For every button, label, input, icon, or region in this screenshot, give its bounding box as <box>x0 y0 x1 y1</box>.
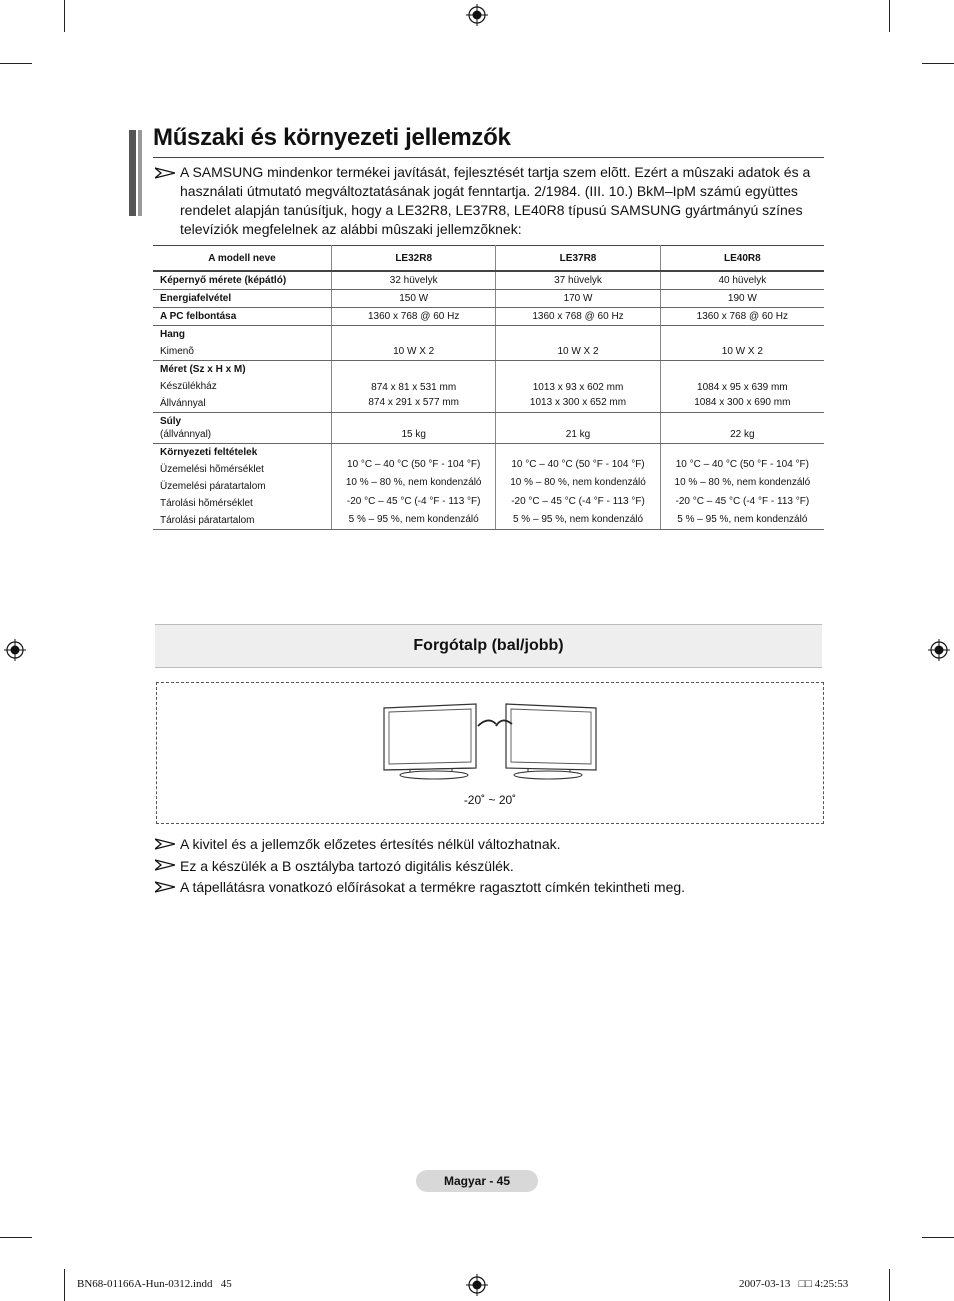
column-header: LE32R8 <box>332 246 496 272</box>
row-label: Képernyő mérete (képátló) <box>153 271 332 290</box>
table-row <box>153 271 824 290</box>
operating-humidity: 10 % – 80 %, nem kondenzáló <box>674 477 811 488</box>
row-label-sub: Üzemelési páratartalom <box>160 481 266 492</box>
page-title: Műszaki és környezeti jellemzők <box>153 124 511 151</box>
table-cell <box>496 444 660 530</box>
crop-mark <box>889 1269 890 1301</box>
table-cell <box>332 361 496 413</box>
note-arrow-icon <box>155 859 175 871</box>
table-row <box>153 361 824 413</box>
column-header: LE40R8 <box>724 252 761 264</box>
body-dimension: 1013 x 93 x 602 mm <box>532 381 624 393</box>
table-cell <box>496 361 660 413</box>
stand-dimension: 1013 x 300 x 652 mm <box>529 396 627 408</box>
table-cell: 1360 x 768 @ 60 Hz <box>332 308 496 326</box>
body-dimension: 1084 x 95 x 639 mm <box>697 381 788 393</box>
row-label-sub: Üzemelési hõmérséklet <box>160 464 264 475</box>
page-number: Magyar - 45 <box>416 1170 538 1192</box>
row-label: A PC felbontása <box>153 308 332 326</box>
table-cell: 32 hüvelyk <box>332 271 496 290</box>
row-label-sub: Tárolási hõmérséklet <box>160 498 253 509</box>
row-label-sub: Tárolási páratartalom <box>160 515 255 526</box>
table-cell: 1360 x 768 @ 60 Hz <box>660 308 824 326</box>
crop-mark <box>0 63 32 64</box>
table-cell: 22 kg <box>660 413 824 444</box>
table-row <box>153 444 824 530</box>
section-title: Forgótalp (bal/jobb) <box>413 637 564 654</box>
registration-mark-icon <box>466 1274 488 1296</box>
intro-paragraph: A SAMSUNG mindenkor termékei javítását, fejlesztését tartja szem elõtt. Ezért a mûszaki adatok és a használati útmutató megváltoztatásának jogát fenntartja. 2/1984. (III. 10.) BkM–IpM számú együttes rendelet alapján tanúsítjuk, hogy a LE32R8, LE37R8, LE40R8 típusú SAMSUNG gyártmányú színes televíziók megfelelnek az alábbi mûszaki jellemzõknek: <box>180 164 811 237</box>
table-cell <box>332 444 496 530</box>
notes-list <box>180 834 685 899</box>
note-arrow-icon <box>155 838 175 850</box>
table-cell: 150 W <box>332 290 496 308</box>
table-cell: 40 hüvelyk <box>660 271 824 290</box>
crop-mark <box>64 1269 65 1301</box>
row-label-sub: Kimenõ <box>160 346 194 357</box>
storage-humidity: 5 % – 95 %, nem kondenzáló <box>677 514 808 525</box>
print-footer-file: BN68-01166A-Hun-0312.indd 45 <box>77 1278 232 1290</box>
row-label-title: Hang <box>160 329 185 340</box>
note-item: A tápellátásra vonatkozó előírásokat a termékre ragasztott címkén tekintheti meg. <box>180 879 686 895</box>
table-header-row <box>153 246 824 272</box>
note-arrow-icon <box>155 167 175 179</box>
table-cell: 10 W X 2 <box>660 326 824 361</box>
row-label-title: Súly <box>160 416 182 427</box>
row-label-title: Méret (Sz x H x M) <box>160 364 246 375</box>
title-divider <box>153 157 824 158</box>
row-label-sub: (állvánnyal) <box>160 429 212 440</box>
table-cell: 170 W <box>496 290 660 308</box>
table-row <box>153 326 824 361</box>
note-arrow-icon <box>155 881 175 893</box>
print-footer-timestamp: 2007-03-13 □□ 4:25:53 <box>739 1278 849 1290</box>
table-cell <box>660 444 824 530</box>
row-label-sub: Állvánnyal <box>160 398 206 409</box>
table-cell: 15 kg <box>332 413 496 444</box>
row-label <box>153 444 332 530</box>
crop-mark <box>889 0 890 32</box>
table-row <box>153 290 824 308</box>
title-accent-bar <box>138 130 142 216</box>
operating-temperature: 10 °C – 40 °C (50 °F - 104 °F) <box>511 459 645 470</box>
crop-mark <box>922 1237 954 1238</box>
row-label <box>153 326 332 361</box>
note-item: A kivitel és a jellemzők előzetes értesítés nélkül változhatnak. <box>180 836 561 852</box>
crop-mark <box>64 0 65 32</box>
row-label-title: Környezeti feltételek <box>160 447 258 458</box>
spec-table <box>153 245 824 530</box>
registration-mark-icon <box>4 639 26 661</box>
column-header: LE37R8 <box>496 246 660 272</box>
row-label <box>153 361 332 413</box>
section-header <box>155 624 822 668</box>
table-row <box>153 308 824 326</box>
operating-humidity: 10 % – 80 %, nem kondenzáló <box>510 477 646 488</box>
row-label <box>153 413 332 444</box>
table-cell: 190 W <box>660 290 824 308</box>
storage-temperature: -20 °C – 45 °C (-4 °F - 113 °F) <box>675 496 810 507</box>
column-header: A modell neve <box>153 246 332 272</box>
table-cell: 10 W X 2 <box>332 326 496 361</box>
storage-humidity: 5 % – 95 %, nem kondenzáló <box>512 514 644 525</box>
crop-mark <box>0 1237 32 1238</box>
operating-temperature: 10 °C – 40 °C (50 °F - 104 °F) <box>347 459 481 470</box>
table-cell: 1360 x 768 @ 60 Hz <box>496 308 660 326</box>
registration-mark-icon <box>928 639 950 661</box>
body-dimension: 874 x 81 x 531 mm <box>371 381 457 393</box>
storage-temperature: -20 °C – 45 °C (-4 °F - 113 °F) <box>511 496 645 507</box>
swivel-tv-illustration <box>380 698 600 784</box>
table-row <box>153 413 824 444</box>
table-cell: 37 hüvelyk <box>496 271 660 290</box>
row-label: Energiafelvétel <box>153 290 332 308</box>
operating-humidity: 10 % – 80 %, nem kondenzáló <box>345 477 482 488</box>
operating-temperature: 10 °C – 40 °C (50 °F - 104 °F) <box>675 459 809 470</box>
table-cell: 10 W X 2 <box>496 326 660 361</box>
table-cell: 21 kg <box>496 413 660 444</box>
storage-humidity: 5 % – 95 %, nem kondenzáló <box>348 514 479 525</box>
storage-temperature: -20 °C – 45 °C (-4 °F - 113 °F) <box>346 496 481 507</box>
title-accent-bar <box>129 130 136 216</box>
registration-mark-icon <box>466 4 488 26</box>
swivel-angle-label: -20˚ ~ 20˚ <box>463 793 517 807</box>
stand-dimension: 874 x 291 x 577 mm <box>368 396 459 408</box>
table-cell <box>660 361 824 413</box>
stand-dimension: 1084 x 300 x 690 mm <box>694 396 791 408</box>
note-item: Ez a készülék a B osztályba tartozó digitális készülék. <box>180 857 514 874</box>
row-label-sub: Készülékház <box>160 381 217 392</box>
crop-mark <box>922 63 954 64</box>
